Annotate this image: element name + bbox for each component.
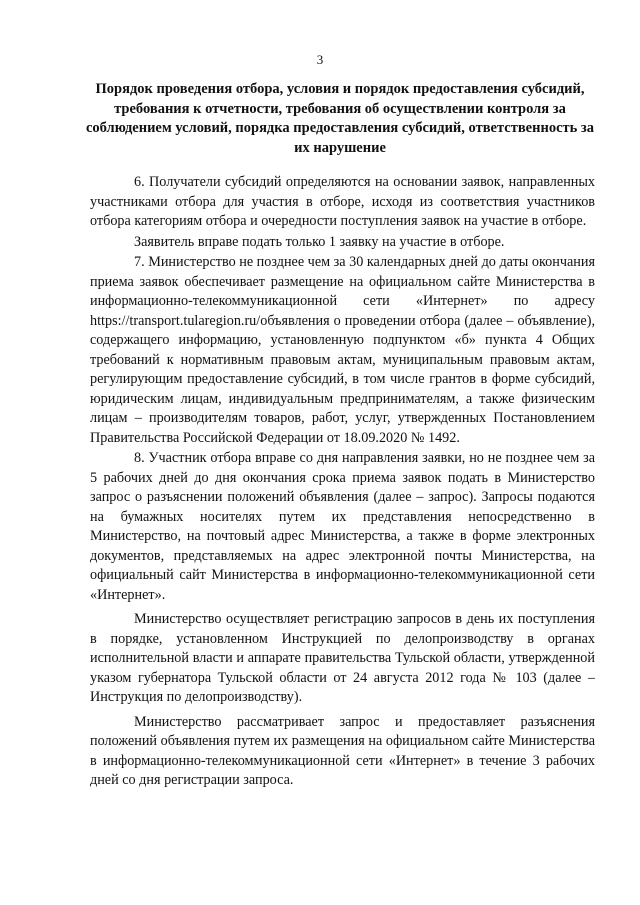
paragraph-clarification: Министерство рассматривает запрос и предоставляет разъяснения положений объявления путем их размещения на официальном сайте Министерства в информационно-телекоммуникационной сети «Интернет» в течение 3 рабочих дней со дня регистрации запроса. <box>90 713 595 788</box>
page-number: 3 <box>316 52 324 67</box>
paragraph-applicant-limit: Заявитель вправе подать только 1 заявку на участие в отборе. <box>134 233 505 250</box>
paragraph-7: 7. Министерство не позднее чем за 30 календарных дней до даты окончания приема заявок обеспечивает размещение на официальном сайте Министерства в информационно-телекоммуникационной сети «Интернет» по адресу https://transport.tularegion.ru/объявления о проведении отбора (далее – объявление), содержащего информацию, установленную подпунктом «б» пункта 4 Общих требований к нормативным правовым актам, муниципальным правовым актам, регулирующим предоставление субсидий, в том числе грантов в форме субсидий, юридическим лицам, индивидуальным предпринимателям, а также физическим лицам – производителям товаров, работ, услуг, утвержденных Постановлением Правительства Российской Федерации от 18.09.2020 № 1492. <box>90 254 595 446</box>
document-body <box>90 173 595 792</box>
paragraph-6: 6. Получатели субсидий определяются на основании заявок, направленных участниками отбора для участия в отборе, исходя из соответствия участников отбора категориям отбора и очередности поступления заявок на участие в отборе. <box>90 174 595 229</box>
paragraph-8: 8. Участник отбора вправе со дня направления заявки, но не позднее чем за 5 рабочих дней до дня окончания срока приема заявок подать в Министерство запрос о разъяснении положений объявления (далее – запрос). Запросы подаются на бумажных носителях путем их представления непосредственно в Министерство, на почтовый адрес Министерства, а также в форме электронных документов, представляемых на адрес электронной почты Министерства, на официальный сайт Министерства в информационно-телекоммуникационной сети «Интернет». <box>90 450 595 603</box>
section-heading: Порядок проведения отбора, условия и порядок предоставления субсидий, требования к отчетности, требования об осуществлении контроля за соблюдением условий, порядка предоставления субсидий, ответственность за их нарушение <box>85 81 594 156</box>
paragraph-registration: Министерство осуществляет регистрацию запросов в день их поступления в порядке, установленном Инструкцией по делопроизводству в органах исполнительной власти и аппарате правительства Тульской области, утвержденной указом губернатора Тульской области от 24 августа 2012 года № 103 (далее – Инструкция по делопроизводству). <box>90 611 595 705</box>
